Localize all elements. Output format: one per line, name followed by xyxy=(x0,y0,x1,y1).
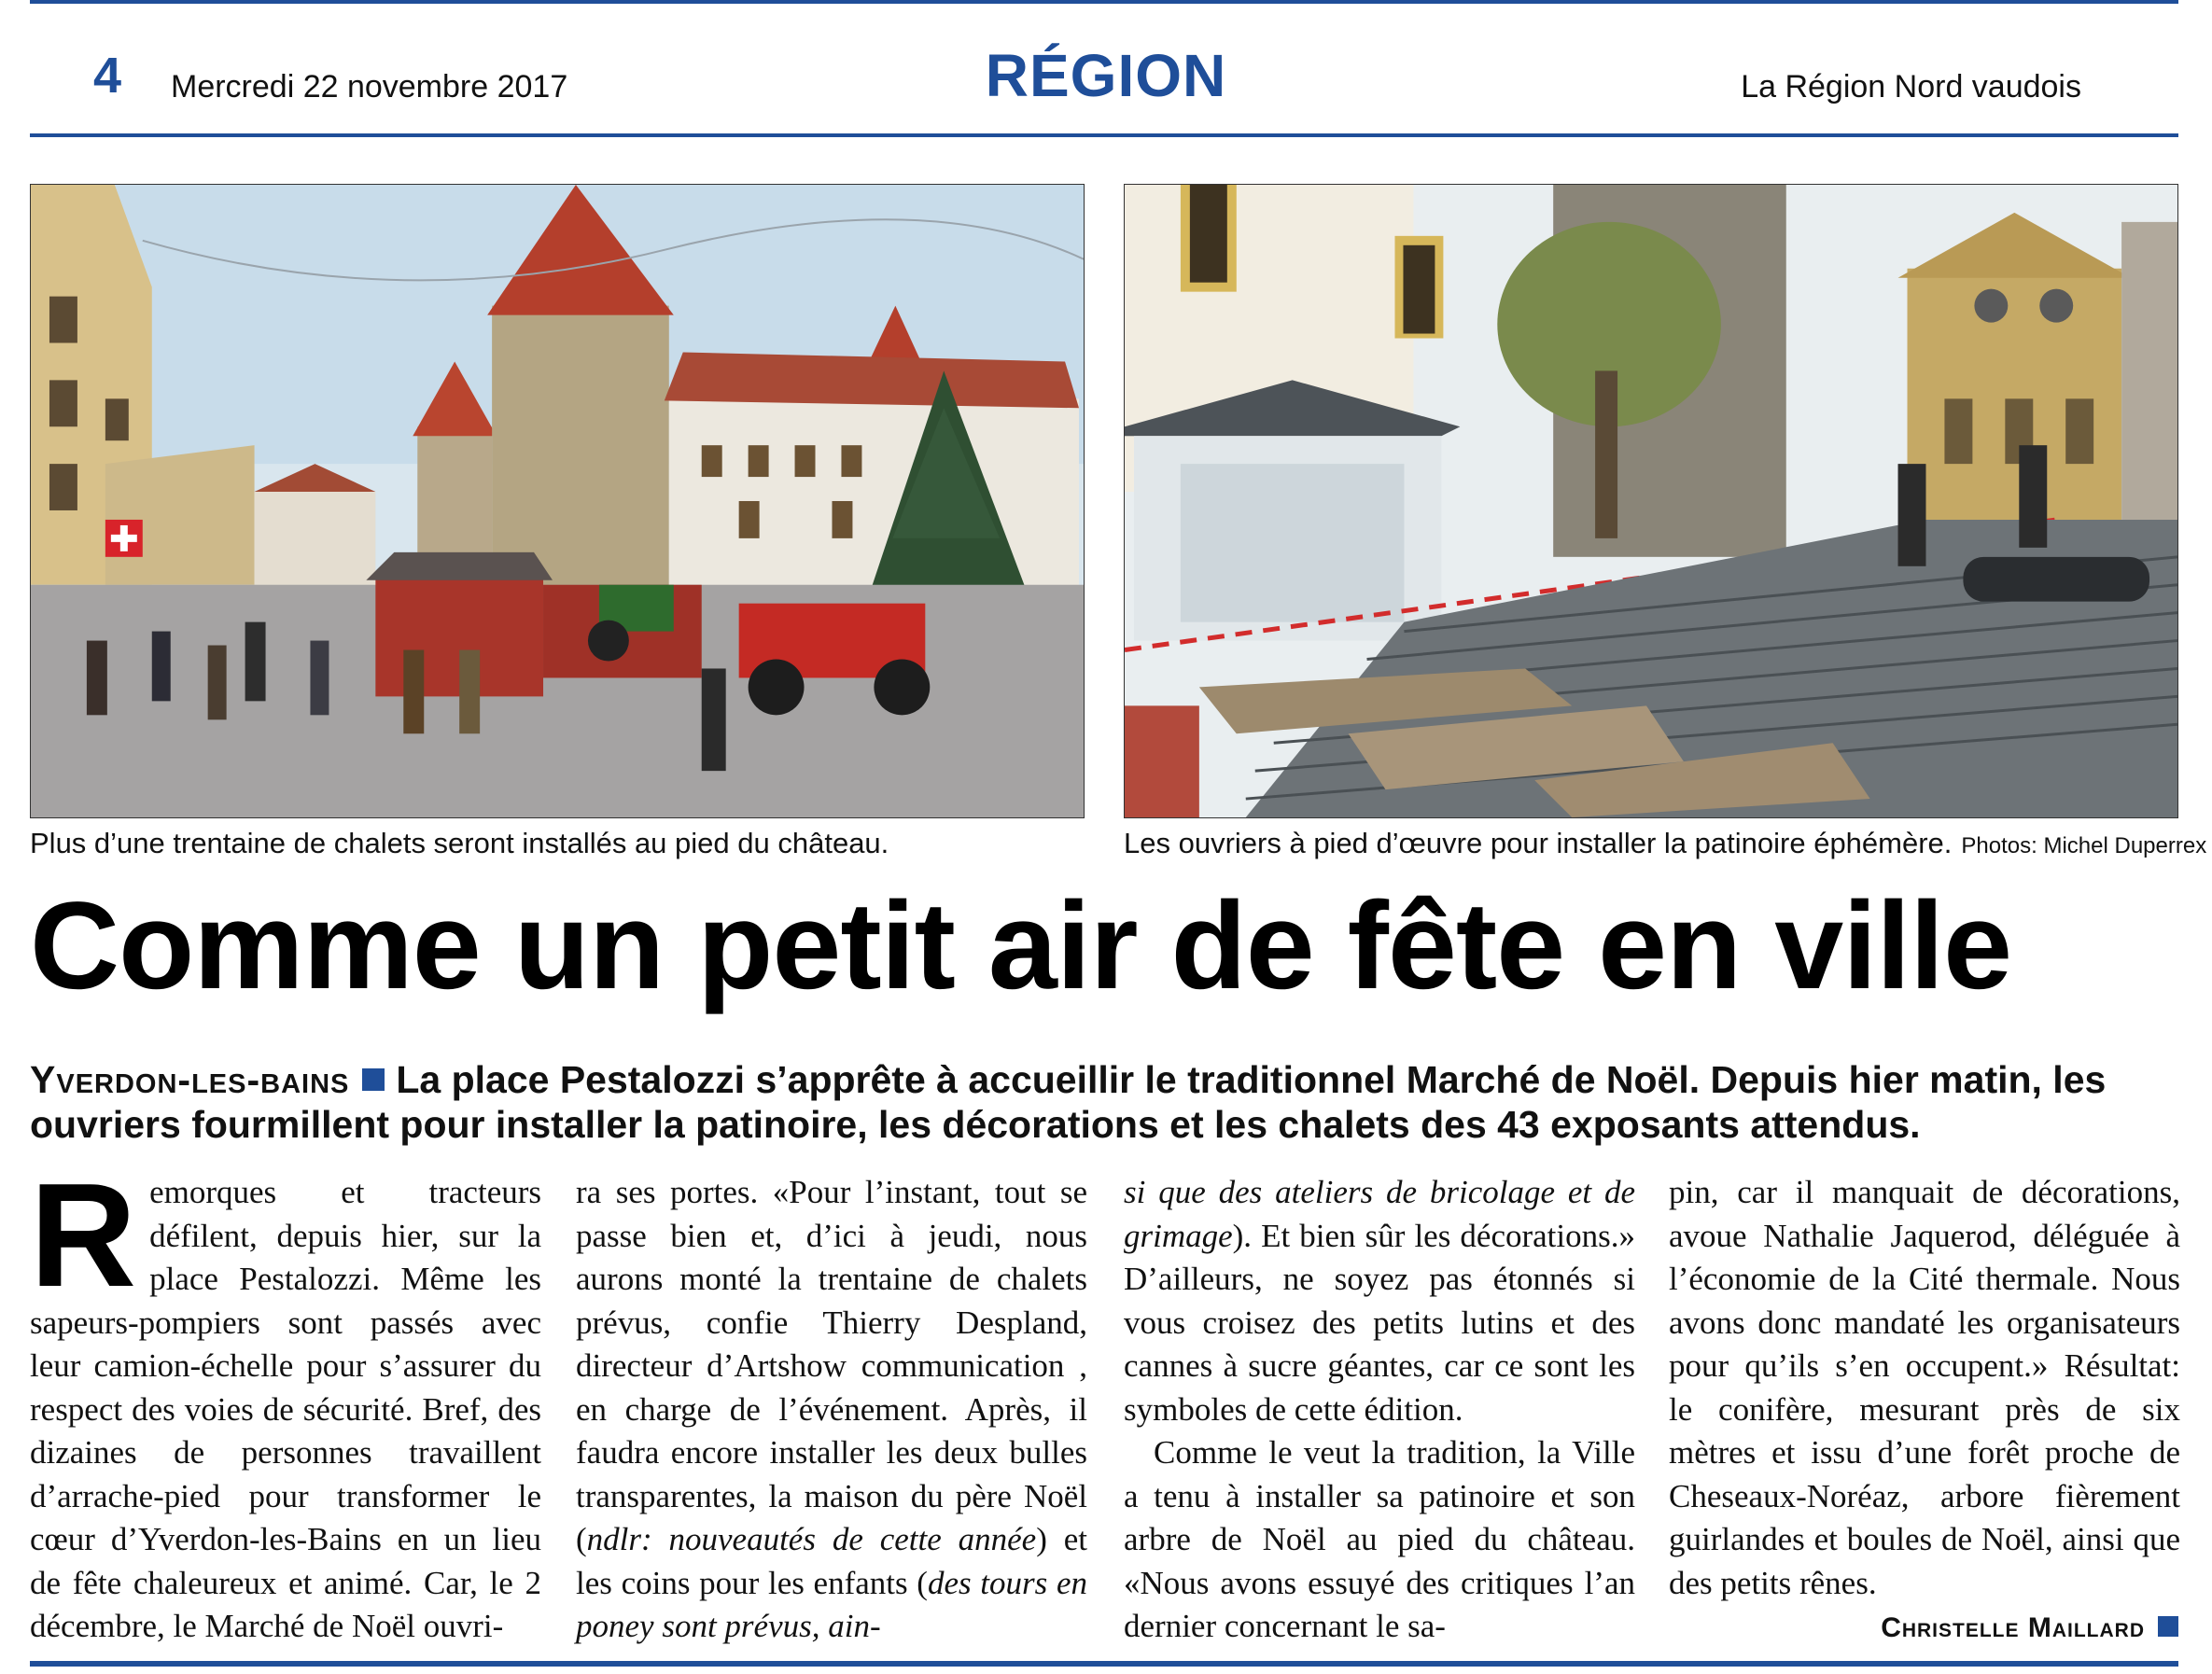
right-photo-caption xyxy=(1124,827,2206,860)
column-3-text-a: ). Et bien sûr les décorations.» D’ailleurs, ne soyez pas étonnés si vous croisez des petits lutins et des cannes à sucre géantes, car ce sont les symboles de cette édition. xyxy=(1124,1217,1635,1428)
left-photo-caption: Plus d’une trentaine de chalets seront installés au pied du château. xyxy=(30,827,889,859)
article-byline xyxy=(1881,1612,2178,1644)
column-2-text-b: ) et les coins pour les enfants ( xyxy=(576,1521,1087,1601)
issue-date: Mercredi 22 novembre 2017 xyxy=(171,69,568,105)
lead-text: La place Pestalozzi s’apprête à accueillir le traditionnel Marché de Noël. Depuis hier matin, les ouvriers fourmillent pour installer la patinoire, les décorations et les chalets des 43 exposants attendus. xyxy=(30,1058,2107,1146)
page-number: 4 xyxy=(93,48,122,104)
photo-credit: Photos: Michel Duperrex xyxy=(1961,833,2207,858)
castle-square-photo xyxy=(30,184,1085,818)
article-column-1 xyxy=(30,1153,541,1649)
article-column-2 xyxy=(576,1171,1087,1649)
ice-rink-photo xyxy=(1124,184,2178,818)
article-column-3 xyxy=(1124,1171,1635,1649)
column-1-text: emorques et tracteurs défilent, depuis hier, sur la place Pestalozzi. Même les sapeurs-pompiers sont passés avec leur camion-échelle pour s’assurer du respect des voies de sécurité. Bref, des dizaines de personnes travaillent d’arrache-pied pour transformer le cœur d’Yverdon-les-Bains en un lieu de fête chaleureux et animé. Car, le 2 décembre, le Marché de Noël ouvri- xyxy=(30,1174,541,1644)
header-rule xyxy=(30,133,2178,137)
article-headline: Comme un petit air de fête en ville xyxy=(30,877,2012,1015)
article-column-4 xyxy=(1669,1171,2180,1605)
newspaper-name: La Région Nord vaudois xyxy=(1741,69,2081,105)
castle-square-illustration xyxy=(31,185,1084,817)
column-3-text-b: Comme le veut la tradition, la Ville a tenu à installer sa patinoire et son arbre de Noël au pied du château. «Nous avons essuyé des critiques l’an dernier concernant le sa- xyxy=(1124,1434,1635,1644)
section-title: RÉGION xyxy=(985,42,1227,109)
column-2-text-a: ra ses portes. «Pour l’instant, tout se passe bien et, d’ici à jeudi, nous aurons monté la trentaine de chalets prévus, confie Thierry Despland, directeur d’Artshow communication , en charge de l’événement. Après, il faudra encore installer les deux bulles transparentes, la maison du père Noël ( xyxy=(576,1174,1087,1557)
bottom-rule xyxy=(30,1661,2178,1667)
column-2-italic-a: ndlr: nouveautés de cette année xyxy=(586,1521,1037,1557)
article-lead xyxy=(30,1057,2178,1147)
byline-author: Christelle Maillard xyxy=(1881,1612,2145,1643)
drop-cap: R xyxy=(30,1153,137,1318)
dateline: Yverdon-les-bains xyxy=(30,1058,350,1101)
byline-square xyxy=(2158,1616,2178,1637)
right-caption-text: Les ouvriers à pied d’œuvre pour installer la patinoire éphémère. xyxy=(1124,827,1953,859)
column-3-italic: si que des ateliers de bricolage et de grimage xyxy=(1124,1174,1635,1254)
column-2-italic-b: des tours en poney sont prévus, ain- xyxy=(576,1564,1087,1644)
dateline-square xyxy=(362,1068,385,1091)
ice-rink-illustration xyxy=(1125,185,2177,817)
column-4-text: pin, car il manquait de décorations, avoue Nathalie Jaquerod, déléguée à l’économie de la Cité thermale. Nous avons donc mandaté les organisateurs pour qu’ils s’en occupent.» Résultat: le conifère, mesurant près de six mètres et issu d’une forêt proche de Cheseaux-Noréaz, arbore fièrement guirlandes et boules de Noël, ainsi que des petits rênes. xyxy=(1669,1174,2180,1601)
top-rule xyxy=(30,0,2178,4)
